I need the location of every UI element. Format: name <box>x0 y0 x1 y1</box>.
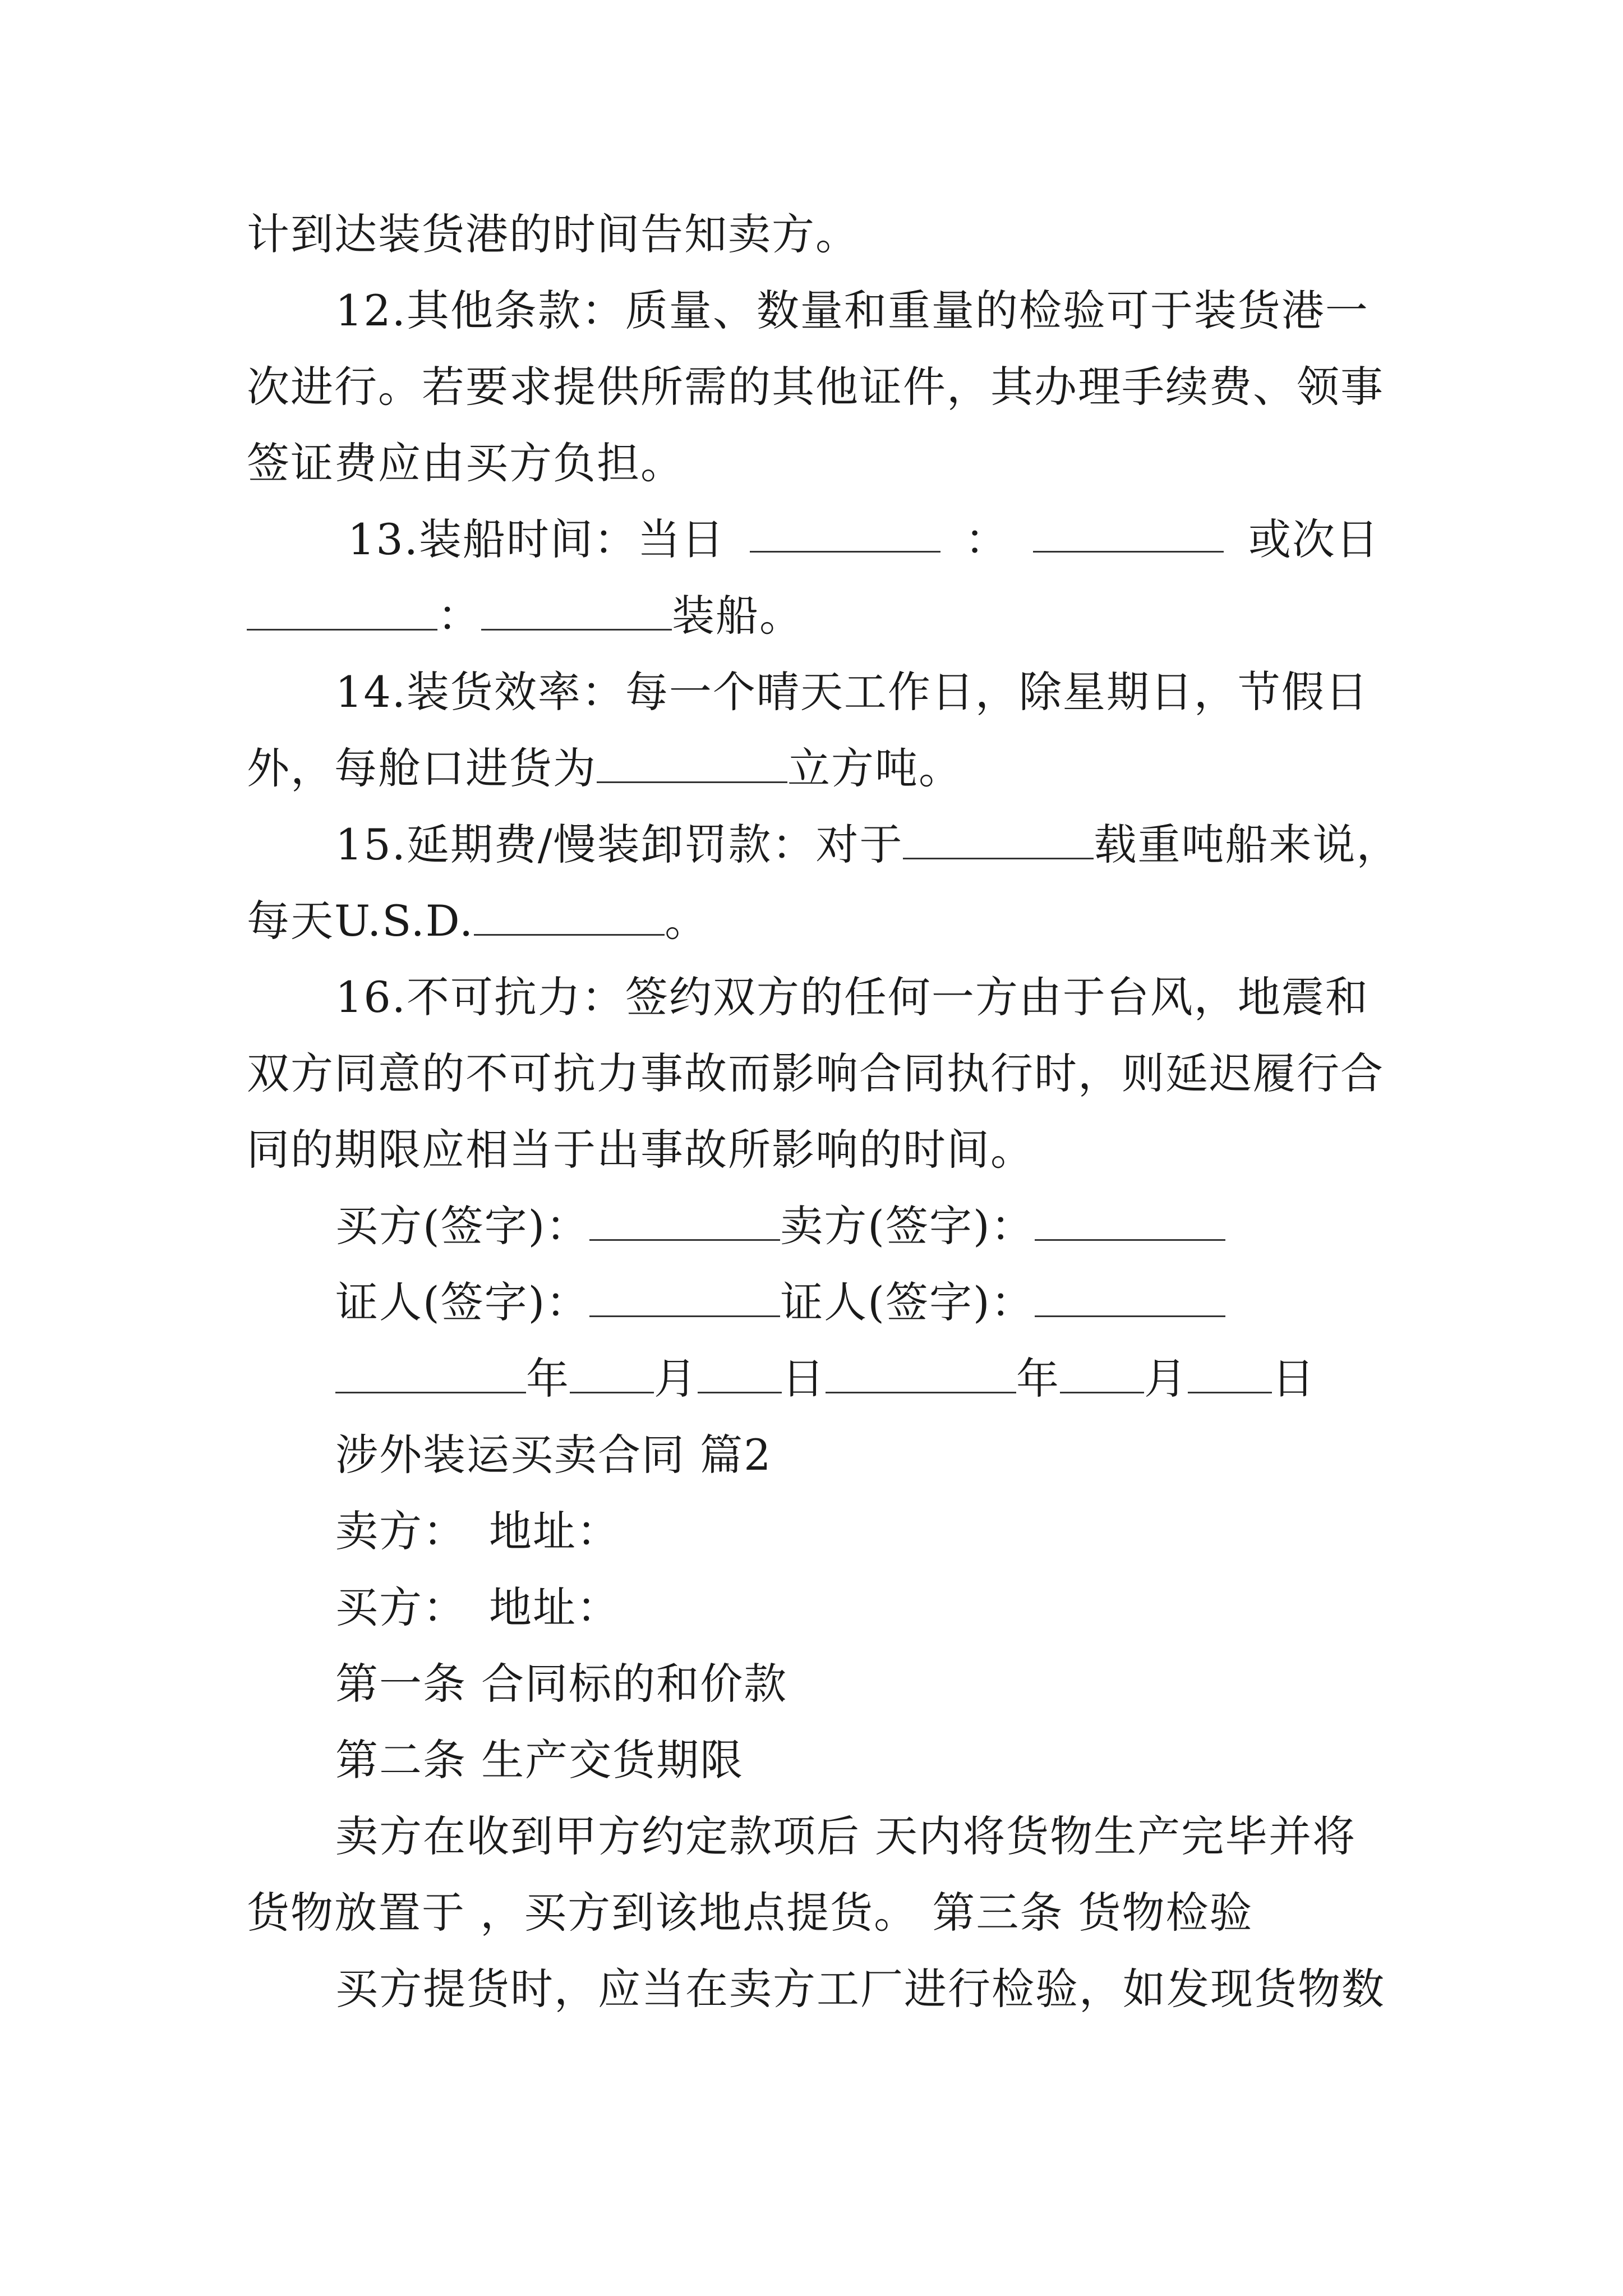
line-text: 载重吨船来说， <box>1094 820 1400 869</box>
buyer-address-line <box>335 1580 620 1636</box>
line-text: 卖方在收到甲方约定款项后 天内将货物生产完毕并将 <box>335 1811 1357 1861</box>
text-line <box>247 206 859 263</box>
clause-12-line-1 <box>335 283 1369 339</box>
line-text: 或次日 <box>1248 514 1380 564</box>
witness-signature-label: 证人(签字)： <box>780 1277 1035 1327</box>
line-text: 15.延期费/慢装卸罚款：对于 <box>335 820 903 869</box>
line-text: ： <box>437 591 481 641</box>
line-text: 双方同意的不可抗力事故而影响合同执行时，则延迟履行合 <box>247 1048 1384 1098</box>
clause-13-line-2 <box>247 588 803 644</box>
date-month-label: 月 <box>1144 1354 1188 1404</box>
date-day-label: 日 <box>782 1354 826 1404</box>
blank-line <box>570 1352 654 1393</box>
line-text: 装船。 <box>672 591 803 641</box>
line-text: 12.其他条款：质量、数量和重量的检验可于装货港一 <box>335 286 1369 335</box>
article-1-heading <box>335 1656 787 1712</box>
section-heading <box>335 1427 772 1483</box>
seller-address-line <box>335 1503 620 1559</box>
clause-13-line-1 <box>348 512 1380 568</box>
line-text: 。 <box>665 896 709 946</box>
clause-15-line-1 <box>335 817 1400 873</box>
line-text: 13.装船时间：当日 <box>348 514 725 564</box>
line-text: 货物放置于 ，买方到该地点提货。 第三条 货物检验 <box>247 1888 1253 1938</box>
line-text: 立方吨。 <box>787 743 962 793</box>
address-label: 地址： <box>489 1506 620 1556</box>
clause-14-line-1 <box>335 664 1369 720</box>
line-text: 第二条 生产交货期限 <box>335 1735 744 1785</box>
line-text: 计到达装货港的时间告知卖方。 <box>247 209 859 259</box>
blank-line <box>1188 1352 1272 1393</box>
signature-witnesses <box>335 1274 1225 1331</box>
blank-line <box>750 512 940 553</box>
line-text: 14.装货效率：每一个晴天工作日，除星期日，节假日 <box>335 667 1369 717</box>
blank-line <box>1060 1352 1144 1393</box>
blank-line <box>903 818 1094 859</box>
clause-12-line-2 <box>247 359 1384 415</box>
blank-line <box>589 1200 780 1241</box>
seller-signature-label: 卖方(签字)： <box>780 1201 1035 1251</box>
line-text: 外，每舱口进货为 <box>247 743 597 793</box>
line-text: 买方提货时，应当在卖方工厂进行检验，如发现货物数 <box>335 1964 1385 2014</box>
witness-signature-label: 证人(签字)： <box>335 1277 590 1327</box>
blank-line <box>589 1276 780 1317</box>
line-text: 同的期限应相当于出事故所影响的时间。 <box>247 1125 1034 1175</box>
clause-12-line-3 <box>247 435 684 491</box>
line-text: 签证费应由买方负担。 <box>247 438 684 488</box>
buyer-signature-label: 买方(签字)： <box>335 1201 590 1251</box>
date-day-label: 日 <box>1272 1354 1316 1404</box>
article-2-body-line-2 <box>247 1885 1253 1941</box>
blank-line <box>597 742 787 783</box>
buyer-label: 买方： <box>335 1582 467 1632</box>
blank-line <box>698 1352 782 1393</box>
blank-line <box>826 1352 1016 1393</box>
line-text: ： <box>965 514 1009 564</box>
blank-line <box>247 590 437 631</box>
article-2-heading <box>335 1732 744 1788</box>
date-month-label: 月 <box>654 1354 698 1404</box>
clause-16-line-1 <box>335 969 1369 1025</box>
blank-line <box>481 590 672 631</box>
date-year-label: 年 <box>1016 1354 1060 1404</box>
seller-label: 卖方： <box>335 1506 467 1556</box>
blank-line <box>335 1352 526 1393</box>
blank-line <box>474 895 665 936</box>
clause-15-line-2 <box>247 893 708 949</box>
article-2-body-line-1 <box>335 1809 1356 1865</box>
address-label: 地址： <box>489 1582 620 1632</box>
line-text: 第一条 合同标的和价款 <box>335 1659 788 1709</box>
blank-line <box>1035 1200 1225 1241</box>
line-text: 16.不可抗力：签约双方的任何一方由于台风，地震和 <box>335 972 1369 1022</box>
clause-16-line-3 <box>247 1122 1034 1178</box>
signature-dates <box>335 1351 1316 1407</box>
date-year-label: 年 <box>526 1354 570 1404</box>
line-text: 每天U.S.D. <box>247 896 474 946</box>
clause-16-line-2 <box>247 1046 1384 1102</box>
clause-14-line-2 <box>247 740 962 797</box>
line-text: 涉外装运买卖合同 篇2 <box>335 1430 772 1480</box>
blank-line <box>1035 1276 1225 1317</box>
signature-buyer-seller <box>335 1198 1225 1254</box>
article-3-body-line-1 <box>335 1961 1385 2017</box>
line-text: 次进行。若要求提供所需的其他证件，其办理手续费、领事 <box>247 362 1384 412</box>
blank-line <box>1033 512 1224 553</box>
